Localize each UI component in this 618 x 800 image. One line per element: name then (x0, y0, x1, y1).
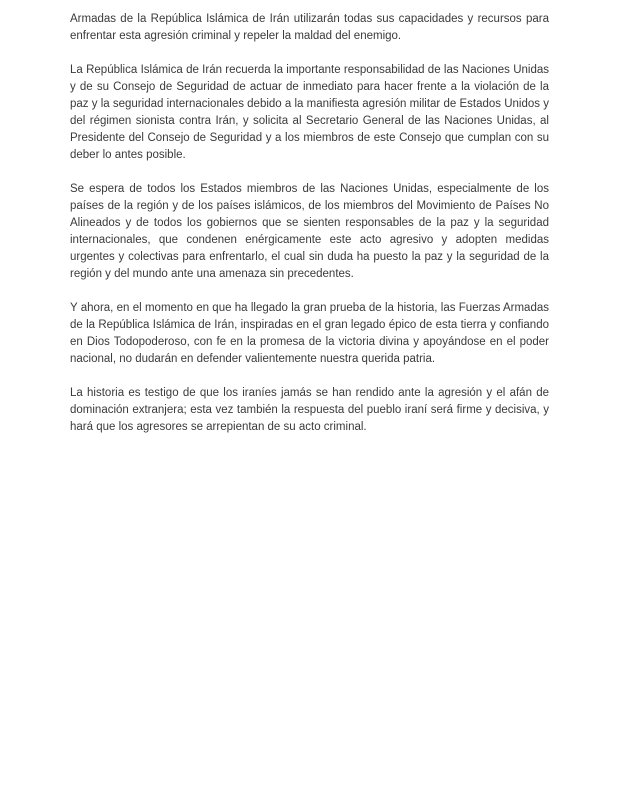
paragraph-5: La historia es testigo de que los iraníes jamás se han rendido ante la agresión y el afán de dominación extranjera; esta vez también la respuesta del pueblo iraní será firme y decisiva, y hará que los agresores se arrepientan de su acto criminal. (70, 387, 549, 433)
paragraph-4: Y ahora, en el momento en que ha llegado la gran prueba de la historia, las Fuerzas Armadas de la República Islámica de Irán, inspiradas en el gran legado épico de esta tierra y confiando en Dios Todopoderoso, con fe en la promesa de la victoria divina y apoyándose en el poder nacional, no dudarán en defender valientemente nuestra querida patria. (70, 302, 549, 365)
paragraph-1: Armadas de la República Islámica de Irán utilizarán todas sus capacidades y recursos para enfrentar esta agresión criminal y repeler la maldad del enemigo. (70, 13, 549, 42)
paragraph-3: Se espera de todos los Estados miembros de las Naciones Unidas, especialmente de los países de la región y de los países islámicos, de los miembros del Movimiento de Países No Alineados y de todos los gobiernos que se sienten responsables de la paz y la seguridad internacionales, que condenen enérgicamente este acto agresivo y adopten medidas urgentes y colectivas para enfrentarlo, el cual sin duda ha puesto la paz y la seguridad de la región y del mundo ante una amenaza sin precedentes. (70, 183, 549, 280)
paragraph-2: La República Islámica de Irán recuerda la importante responsabilidad de las Naciones Unidas y de su Consejo de Seguridad de actuar de inmediato para hacer frente a la violación de la paz y la seguridad internacionales debido a la manifiesta agresión militar de Estados Unidos y del régimen sionista contra Irán, y solicita al Secretario General de las Naciones Unidas, al Presidente del Consejo de Seguridad y a los miembros de este Consejo que cumplan con su deber lo antes posible. (70, 64, 549, 161)
